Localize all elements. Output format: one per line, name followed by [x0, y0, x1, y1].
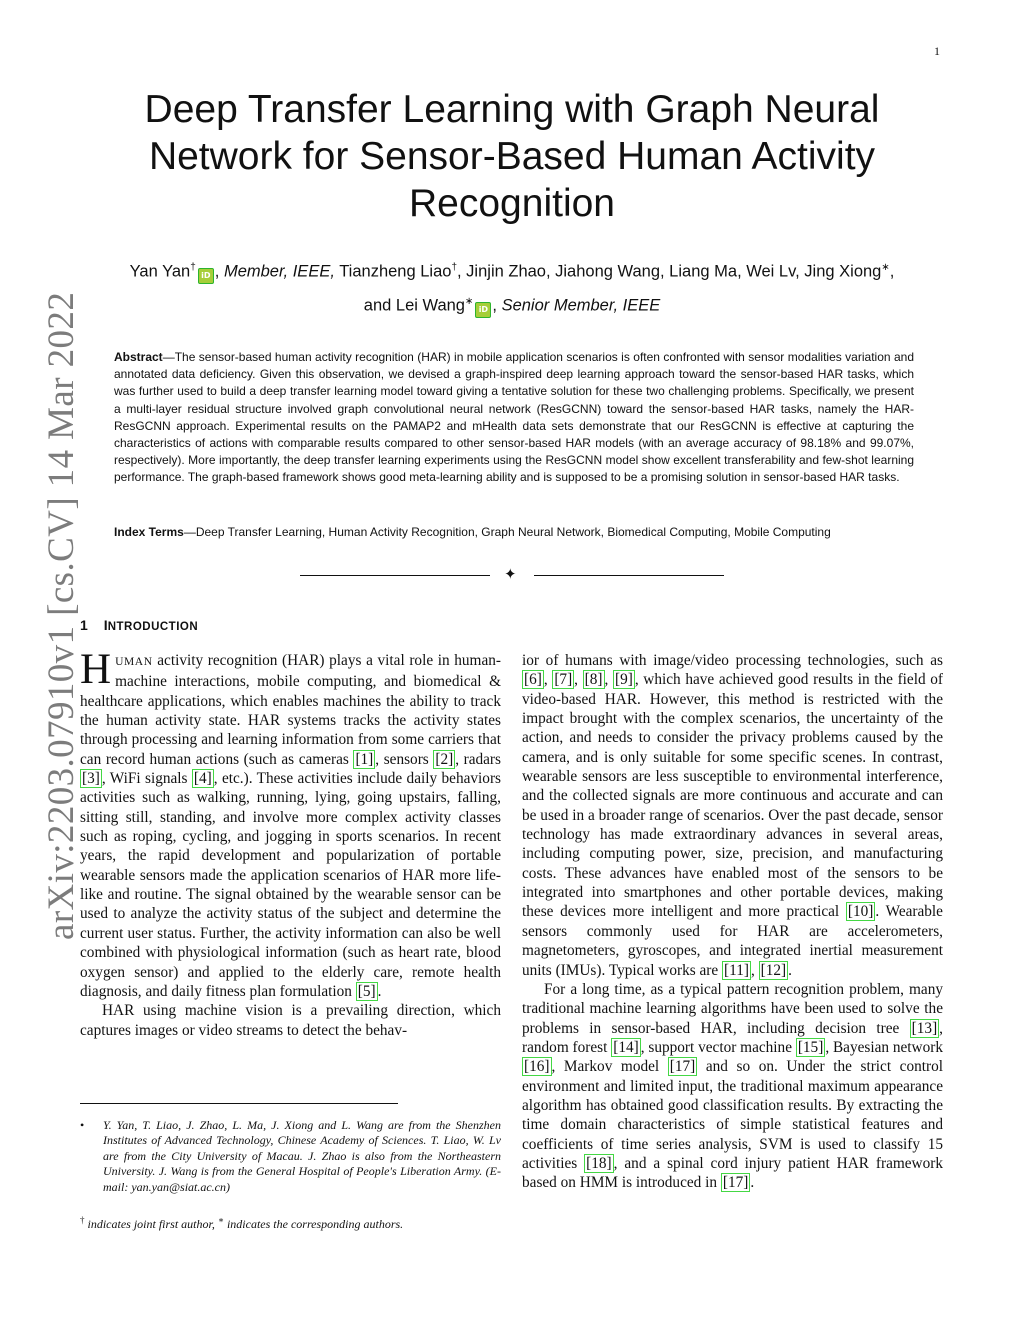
diamond-icon: ✦	[504, 567, 517, 583]
section-heading	[80, 617, 198, 633]
footnote-text: indicates the corresponding authors.	[223, 1217, 404, 1231]
citation-link[interactable]: [14]	[613, 1038, 639, 1056]
footnote-rule	[80, 1103, 398, 1104]
other-authors: , Jinjin Zhao, Jiahong Wang, Liang Ma, Wei Lv, Jing Xiong	[457, 262, 882, 281]
author-separator: ,	[889, 262, 895, 281]
divider-line-left	[300, 575, 490, 576]
corresponding-author-mark: ∗	[465, 296, 474, 307]
left-column	[80, 646, 501, 1040]
body-text: ,	[543, 671, 553, 689]
affiliation-text: Y. Yan, T. Liao, J. Zhao, L. Ma, J. Xiong and L. Wang are from the Shenzhen Institutes of Advanced Technology, Chinese Academy of Sciences. T. Liao, W. Lv are from the City University of Macau. J. Zhao is also from the Northeastern University. J. Wang is from the General Hospital of People's Liberation Army. (E-mail: yan.yan@siat.ac.cn)	[103, 1118, 501, 1194]
bullet-icon: •	[80, 1118, 85, 1132]
body-text: and so on. Under the strict control environment and limited input, the traditional maximum appearance algorithm has obtained good classification results. By extracting the time domain characteristics of simple statistical features and coefficients of time series analysis, SVM is used to classify 15 activities	[522, 1058, 943, 1172]
citation-link[interactable]: [13]	[911, 1019, 938, 1037]
right-column	[522, 651, 943, 1193]
title-line-2: Network for Sensor-Based Human Activity	[148, 135, 876, 178]
citation-link[interactable]: [6]	[524, 671, 542, 689]
page-number: 1	[934, 44, 940, 58]
body-text: , which have achieved good results in the field of video-based HAR. However, this method is restricted with the impact brought with the complex scenarios, the uncertainty of the action, and needs to consider the privacy problems caused by the camera, and is only suitable for some specific scenes. In contrast, wearable sensors are less susceptible to environmental interference, and the collected signals are more continuous and accurate and can be used in a broader range of scenarios. Over the past decade, sensor technology has made extraordinary advances in several areas, including computing power, size, precision, and manufacturing costs. These advances have enabled most of the sensors to be integrated into smartphones and other portable devices, making these devices more intelligent and more practical	[522, 671, 944, 921]
body-text: activity recognition (HAR) plays a vital role in human-machine interactions, mobile computing, and biomedical & healthcare applications, which enables machines the ability to track the human activity state. HAR systems tracks the activity states through processing and learning information from some carriers that can record human actions (such as cameras	[80, 652, 501, 768]
star-mark: ∗	[217, 1215, 224, 1225]
body-text: , etc.). These activities include daily behaviors activities such as walking, running, lying, going upstairs, falling, sitting still, standing, and involve more complex activity classes such as roping, cycling, and jogging in sports scenarios. In recent years, the rapid development and popularization of portable wearable sensors made the application scenarios of HAR more life-like and routine. The signal obtained by the wearable sensor can be used to analyze the activity status of the subject and determine the current user status. Further, the activity information can also be well combined with physiological information (such as heart rate, blood oxygen sensor) and applied to the elderly care, remote health diagnosis, and daily fitness plan formulation	[80, 770, 501, 1000]
citation-link[interactable]: [17]	[722, 1174, 749, 1192]
body-text: , Bayesian network	[825, 1038, 943, 1056]
citation-link[interactable]: [18]	[586, 1154, 612, 1172]
body-text: ,	[604, 671, 613, 689]
section-number: 1	[80, 617, 88, 633]
citation-link[interactable]: [5]	[357, 982, 376, 1000]
dagger-mark: †	[80, 1215, 85, 1225]
body-text: .	[788, 961, 792, 979]
body-text: , and a spinal cord injury patient HAR framework based on HMM is introduced in	[522, 1154, 943, 1192]
citation-link[interactable]: [11]	[724, 961, 749, 979]
orcid-icon[interactable]: iD	[475, 302, 491, 318]
paragraph	[522, 980, 943, 1193]
body-text: , Markov model	[551, 1058, 668, 1076]
paragraph	[80, 646, 501, 1001]
body-text: , sensors	[375, 750, 434, 768]
body-text: ior of humans with image/video processing technologies, such as	[522, 652, 943, 669]
body-text: , WiFi signals	[101, 770, 192, 788]
author-role: Senior Member, IEEE	[501, 296, 661, 315]
drop-cap: H	[80, 646, 112, 693]
paragraph: HAR using machine vision is a prevailing direction, which captures images or video streams to detect the behav-	[80, 1002, 501, 1039]
body-text: , radars	[455, 750, 501, 768]
body-text: For a long time, as a typical pattern recognition problem, many traditional machine learning algorithms have been used to solve the problems in sensor-based HAR, including decision tree	[522, 980, 943, 1037]
arxiv-identifier[interactable]: arXiv:2203.07910v1 [cs.CV] 14 Mar 2022	[41, 291, 82, 940]
joint-author-mark: †	[451, 262, 458, 273]
abstract-text: —The sensor-based human activity recognition (HAR) in mobile application scenarios is often confronted with sensor modalities variation and annotated data deficiency. Given this observation, we devised a graph-inspired deep learning approach toward the sensor-based HAR tasks, which was further used to build a deep transfer learning model toward giving a tentative solution for these two challenging problems. Specifically, we present a multi-layer residual structure involved graph convolutional neural network (ResGCNN) toward the sensor-based HAR tasks, namely the HAR-ResGCNN approach. Experimental results on the PAMAP2 and mHealth data sets demonstrate that our ResGCNN is effective at capturing the characteristics of actions with comparable results compared to other sensor-based HAR models (with an average accuracy of 98.18% and 99.07%, respectively). More importantly, the deep transfer learning experiments using the ResGCNN model show excellent transferability and few-shot learning performance. The graph-based framework shows good meta-learning ability and is supposed to be a promising solution in sensor-based HAR tasks.	[114, 350, 914, 485]
citation-link[interactable]: [3]	[82, 770, 100, 788]
index-terms	[114, 524, 914, 541]
author-role: Member, IEEE,	[223, 262, 335, 281]
citation-link[interactable]: [10]	[847, 903, 874, 921]
body-text: ,	[750, 961, 759, 979]
affiliation-footnote	[80, 1118, 501, 1195]
section-divider	[300, 568, 724, 584]
title-line-3: Recognition	[409, 182, 615, 225]
author-line-2: and Lei Wang∗iD , Senior Member, IEEE	[80, 296, 944, 318]
citation-link[interactable]: [15]	[797, 1038, 824, 1056]
citation-link[interactable]: [7]	[554, 671, 573, 689]
title-line-1: Deep Transfer Learning with Graph Neural	[144, 88, 880, 131]
footnote-text: indicates joint first author,	[84, 1217, 218, 1231]
paragraph	[522, 651, 943, 980]
citation-link[interactable]: [2]	[435, 750, 454, 768]
section-title-rest: NTRODUCTION	[107, 621, 199, 633]
corresponding-author-mark: ∗	[881, 262, 890, 273]
index-terms-label: Index Terms	[114, 525, 184, 539]
author-line-1: Yan Yan†iD , Member, IEEE, Tianzheng Liao†, Jinjin Zhao, Jiahong Wang, Liang Ma, Wei Lv, Jing Xiong∗,	[80, 262, 944, 284]
body-text: , support vector machine	[640, 1038, 796, 1056]
author-note-footnote	[80, 1215, 501, 1232]
joint-author-mark: †	[190, 262, 196, 273]
citation-link[interactable]: [4]	[193, 770, 212, 788]
citation-link[interactable]: [17]	[669, 1058, 696, 1076]
body-text: , random forest	[522, 1019, 943, 1056]
index-terms-text: —Deep Transfer Learning, Human Activity Recognition, Graph Neural Network, Biomedical Computing, Mobile Computing	[183, 525, 831, 539]
abstract-label: Abstract	[114, 350, 163, 364]
author-tianzheng-liao: Tianzheng Liao	[339, 262, 452, 281]
abstract	[114, 349, 914, 487]
orcid-icon[interactable]: iD	[198, 268, 214, 284]
author-yan-yan: Yan Yan	[129, 262, 191, 281]
paper-title	[100, 86, 924, 227]
smallcaps-text: UMAN	[115, 656, 153, 668]
citation-link[interactable]: [1]	[355, 750, 374, 768]
author-lei-wang: and Lei Wang	[363, 296, 465, 315]
citation-link[interactable]: [9]	[614, 671, 633, 689]
citation-link[interactable]: [16]	[524, 1058, 550, 1076]
body-text: .	[377, 982, 382, 1000]
citation-link[interactable]: [12]	[760, 961, 787, 979]
citation-link[interactable]: [8]	[584, 671, 603, 689]
divider-line-right	[534, 575, 724, 576]
body-text: ,	[574, 671, 583, 689]
body-text: . Wearable sensors commonly used for HAR are accelerometers, magnetometers, gyroscopes, and integrated inertial measurement units (IMUs). Typical works are	[522, 903, 943, 979]
body-text: .	[750, 1174, 755, 1192]
section-title-initial: I	[103, 617, 108, 633]
